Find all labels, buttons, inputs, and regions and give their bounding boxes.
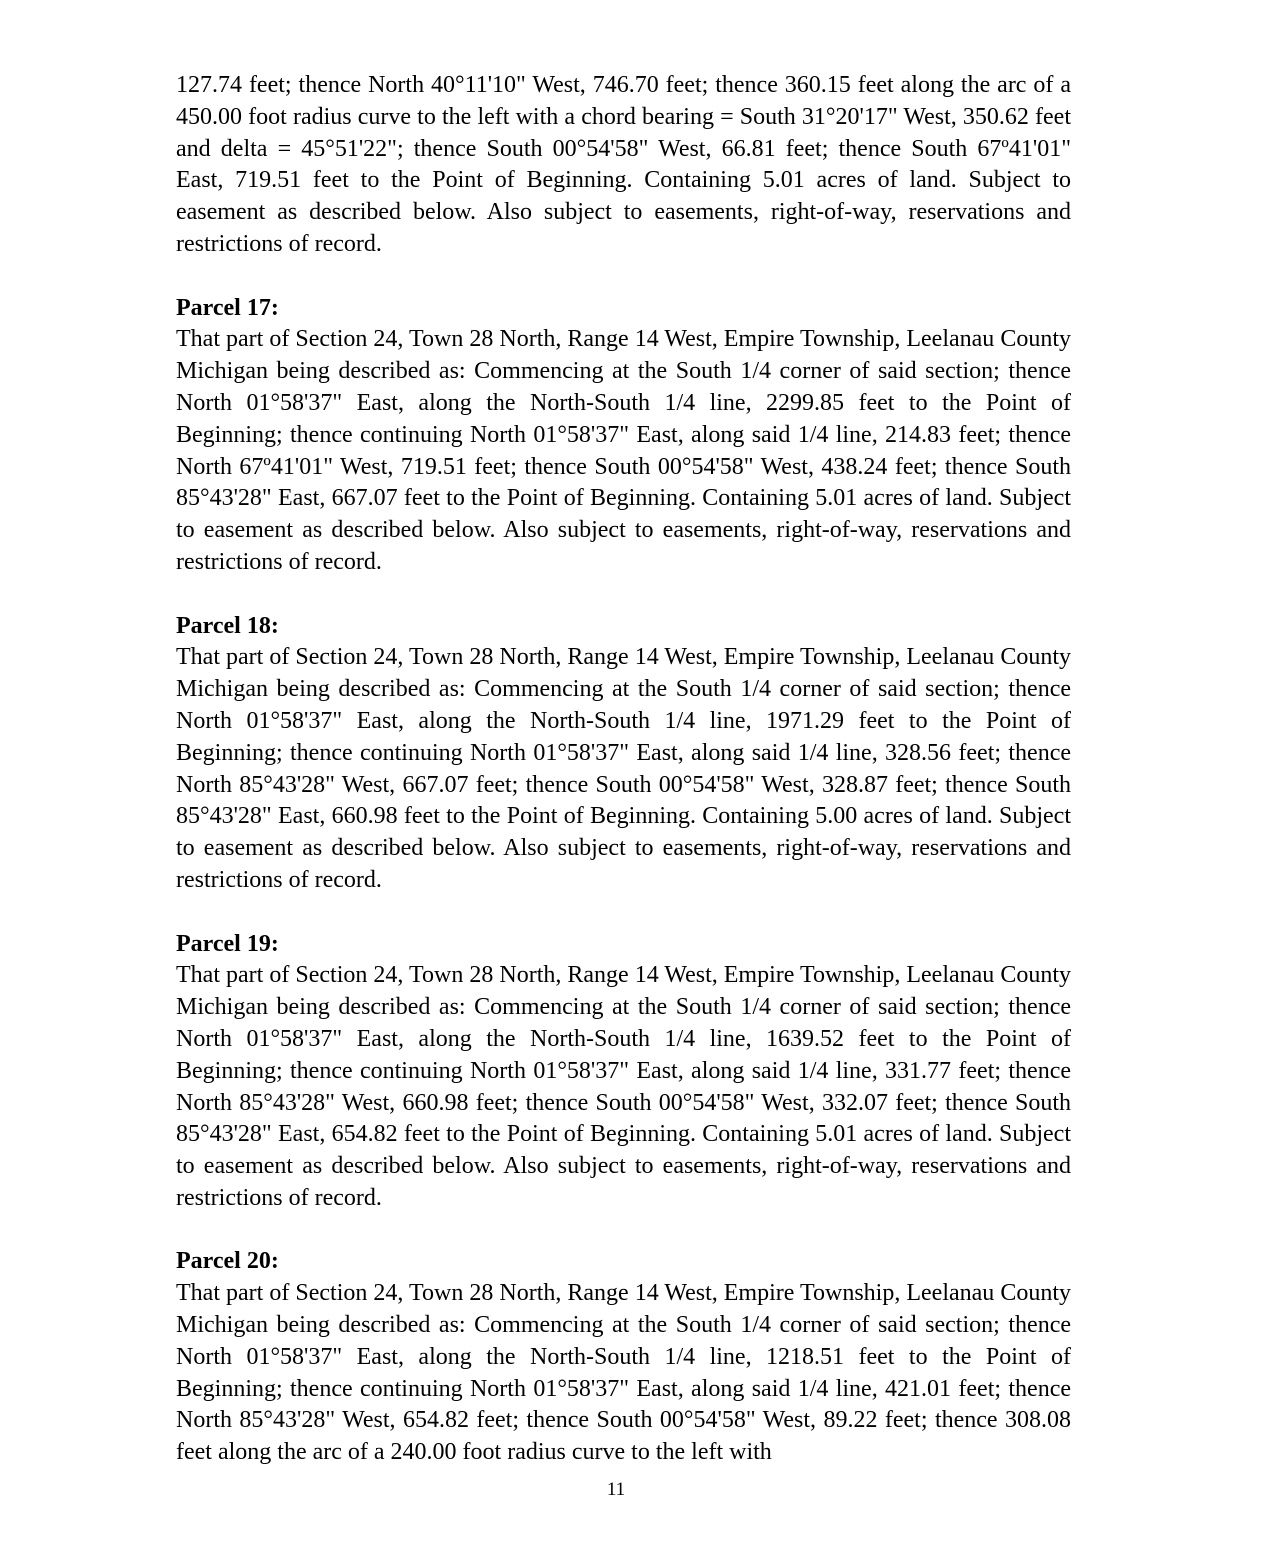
- intro-paragraph: 127.74 feet; thence North 40°11'10" West, 746.70 feet; thence 360.15 feet along the arc of a 450.00 foot radius curve to the left with a chord bearing = South 31°20'17" West, 350.62 feet and delta = 45°51'22"; thence South 00°54'58" West, 66.81 feet; thence South 67º41'01" East, 719.51 feet to the Point of Beginning. Containing 5.01 acres of land. Subject to easement as described below. Also subject to easements, right-of-way, reservations and restrictions of record.: [176, 72, 1071, 257]
- page-number: 11: [606, 1479, 626, 1500]
- parcel-19-description: That part of Section 24, Town 28 North, Range 14 West, Empire Township, Leelanau County Michigan being described as: Commencing at the South 1/4 corner of said section; thence North 01°58'37" East, along the North-South 1/4 line, 1639.52 feet to the Point of Beginning; thence continuing North 01°58'37" East, along said 1/4 line, 331.77 feet; thence North 85°43'28" West, 660.98 feet; thence South 00°54'58" West, 332.07 feet; thence South 85°43'28" East, 654.82 feet to the Point of Beginning. Containing 5.01 acres of land. Subject to easement as described below. Also subject to easements, right-of-way, reservations and restrictions of record.: [176, 962, 1071, 1211]
- parcel-20-description: That part of Section 24, Town 28 North, Range 14 West, Empire Township, Leelanau County Michigan being described as: Commencing at the South 1/4 corner of said section; thence North 01°58'37" East, along the North-South 1/4 line, 1218.51 feet to the Point of Beginning; thence continuing North 01°58'37" East, along said 1/4 line, 421.01 feet; thence North 85°43'28" West, 654.82 feet; thence South 00°54'58" West, 89.22 feet; thence 308.08 feet along the arc of a 240.00 foot radius curve to the left with: [176, 1280, 1071, 1466]
- parcel-18-title: Parcel 18:: [176, 612, 279, 639]
- parcel-20-title: Parcel 20:: [176, 1248, 279, 1275]
- parcel-18-section: [176, 611, 1071, 897]
- parcel-17-section: [176, 293, 1071, 579]
- document-page: [176, 70, 1071, 1469]
- parcel-18-description: That part of Section 24, Town 28 North, Range 14 West, Empire Township, Leelanau County Michigan being described as: Commencing at the South 1/4 corner of said section; thence North 01°58'37" East, along the North-South 1/4 line, 1971.29 feet to the Point of Beginning; thence continuing North 01°58'37" East, along said 1/4 line, 328.56 feet; thence North 85°43'28" West, 667.07 feet; thence South 00°54'58" West, 328.87 feet; thence South 85°43'28" East, 660.98 feet to the Point of Beginning. Containing 5.00 acres of land. Subject to easement as described below. Also subject to easements, right-of-way, reservations and restrictions of record.: [176, 644, 1071, 893]
- parcel-17-description: That part of Section 24, Town 28 North, Range 14 West, Empire Township, Leelanau County Michigan being described as: Commencing at the South 1/4 corner of said section; thence North 01°58'37" East, along the North-South 1/4 line, 2299.85 feet to the Point of Beginning; thence continuing North 01°58'37" East, along said 1/4 line, 214.83 feet; thence North 67º41'01" West, 719.51 feet; thence South 00°54'58" West, 438.24 feet; thence South 85°43'28" East, 667.07 feet to the Point of Beginning. Containing 5.01 acres of land. Subject to easement as described below. Also subject to easements, right-of-way, reservations and restrictions of record.: [176, 326, 1071, 575]
- parcel-19-section: [176, 929, 1071, 1215]
- parcel-20-section: [176, 1246, 1071, 1469]
- parcel-19-title: Parcel 19:: [176, 930, 279, 957]
- parcel-17-title: Parcel 17:: [176, 294, 279, 321]
